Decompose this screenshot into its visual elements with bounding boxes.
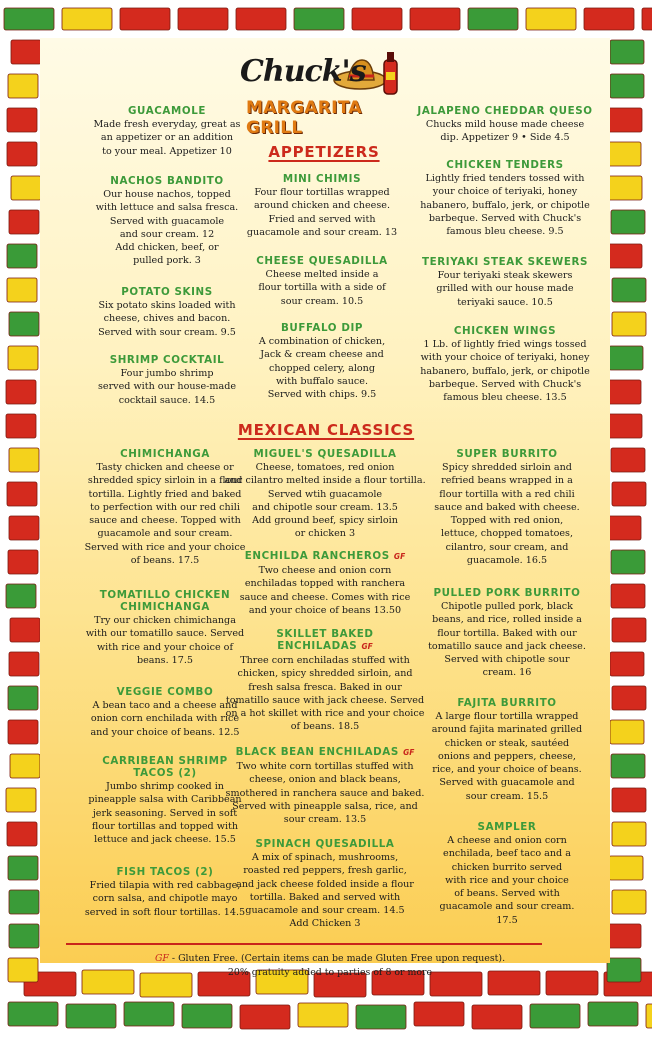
border-tile: [11, 40, 41, 64]
border-tile: [607, 380, 641, 404]
menu-item-name-text: ENCHILDA RANCHEROS: [244, 550, 390, 562]
border-tile: [8, 720, 38, 744]
menu-item-name-text: NACHOS BANDITO: [110, 175, 224, 187]
menu-item-name: [222, 746, 428, 759]
menu-item-description: 1 Lb. of lightly fried wings tossed with your choice of teriyaki, honey habanero, buffalo, jerk, or chipotle barbeque. Served with Chuck's famous bleu cheese. 13.5: [420, 339, 590, 404]
menu-item-description: A combination of chicken, Jack & cream cheese and chopped celery, along with buffalo sauce. Served with chips. 9.5: [258, 336, 386, 401]
border-tile: [6, 380, 36, 404]
menu-item-name-text: MIGUEL'S QUESADILLA: [253, 448, 397, 460]
border-tile: [609, 856, 643, 880]
menu-item-fajita-burrito: [400, 697, 614, 803]
menu-item-name: [400, 821, 614, 833]
border-tile: [612, 278, 646, 302]
border-tile: [7, 108, 37, 132]
border-tile: [8, 346, 38, 370]
border-tile: [8, 550, 38, 574]
border-tile: [6, 414, 36, 438]
border-tile: [240, 1005, 290, 1029]
border-tile: [610, 720, 644, 744]
border-tile: [7, 142, 37, 166]
border-tile: [8, 686, 38, 710]
border-tile: [609, 346, 643, 370]
menu-item-name-text: CHIMICHANGA: [120, 448, 210, 460]
border-tile: [588, 1002, 638, 1026]
menu-item-name-text: GUACAMOLE: [128, 105, 206, 117]
menu-item-name: [222, 255, 422, 267]
border-tile: [468, 8, 518, 30]
menu-item-description: Cheese melted inside a flour tortilla with a side of sour cream. 10.5: [258, 269, 386, 307]
menu-item-description: Try our chicken chimichanga with our tomatillo sauce. Served with rice and your choice of beans. 17.5: [85, 615, 245, 666]
menu-item-description: Our house nachos, topped with lettuce and salsa fresca. Served with guacamole and sour cream. 12 Add chicken, beef, or pulled pork. 3: [95, 189, 239, 267]
menu-item-description: Four teriyaki steak skewers grilled with our house made teriyaki sauce. 10.5: [436, 270, 574, 308]
border-tile: [9, 312, 39, 336]
menu-item-name-text: BLACK BEAN ENCHILADAS: [235, 746, 399, 758]
menu-item-sampler: [400, 821, 614, 927]
menu-item-description: Two white corn tortillas stuffed with cheese, onion and black beans, smothered in ranchera sauce and baked. Served with pineapple salsa, rice, and sour cream. 13.5: [225, 761, 425, 826]
menu-item-name-text: TERIYAKI STEAK SKEWERS: [421, 256, 589, 268]
border-tile: [182, 1004, 232, 1028]
border-tile: [584, 8, 634, 30]
border-tile: [607, 142, 641, 166]
menu-item-description: Two cheese and onion corn enchiladas topped with ranchera sauce and cheese. Comes with rice and your choice of beans 13.50: [239, 565, 411, 616]
border-tile: [611, 448, 645, 472]
border-tile: [9, 924, 39, 948]
menu-item-description: Four flour tortillas wrapped around chicken and cheese. Fried and served with guacamole and sour cream. 13: [246, 187, 398, 238]
menu-item-name: [222, 322, 422, 334]
border-tile: [612, 890, 646, 914]
border-tile: [607, 958, 641, 982]
border-tile: [414, 1002, 464, 1026]
border-tile: [526, 8, 576, 30]
menu-item-description: Tasty chicken and cheese or shredded spicy sirloin in a flour tortilla. Lightly fried and baked to perfection with our red chili sauce and cheese. Topped with guacamole and sour cream. Served with rice and your choice of beans. 17.5: [84, 462, 246, 567]
menu-item-name-text: JALAPENO CHEDDAR QUESO: [417, 105, 593, 117]
menu-item-buffalo-dip: [222, 322, 422, 401]
menu-item-name: [67, 105, 267, 117]
border-tile: [8, 1002, 58, 1026]
gluten-free-note: - Gluten Free. (Certain items can be made Gluten Free upon request).: [168, 953, 506, 964]
border-tile: [7, 278, 37, 302]
menu-item-name: [400, 587, 614, 599]
menu-item-name-text: SUPER BURRITO: [456, 448, 558, 460]
menu-item-cheese-quesadilla: [222, 255, 422, 308]
menu-item-name: [222, 550, 428, 563]
border-tile: [530, 1004, 580, 1028]
menu-item-description: Chipotle pulled pork, black beans, and rice, rolled inside a flour tortilla. Baked with our tomatillo sauce and jack cheese. Served with chipotle sour cream. 16: [428, 601, 586, 679]
logo-subtitle: MARGARITA GRILL: [246, 98, 362, 138]
logo-wordmark: Chuck's: [240, 54, 366, 89]
menu-item-mini-chimis: [222, 173, 422, 239]
menu-item-name: [400, 697, 614, 709]
border-tile: [9, 448, 39, 472]
border-tile: [646, 1004, 652, 1028]
border-tile: [608, 108, 642, 132]
footer-note: [60, 952, 600, 980]
menu-item-name: [222, 173, 422, 185]
menu-item-enchilada-rancheros: [222, 550, 428, 617]
menu-item-super-burrito: [400, 448, 614, 567]
border-tile: [352, 8, 402, 30]
gratuity-note: 20% gratuity added to parties of 8 or more: [227, 967, 433, 978]
menu-item-name-text: TOMATILLO CHICKEN CHIMICHANGA: [99, 589, 231, 613]
menu-item-name-text: FISH TACOS (2): [116, 866, 214, 878]
menu-item-name: [222, 448, 428, 460]
border-tile: [612, 822, 646, 846]
border-tile: [298, 1003, 348, 1027]
menu-item-description: Spicy shredded sirloin and refried beans wrapped in a flour tortilla with a red chili sauce and baked with cheese. Topped with red onion, lettuce, chopped tomatoes, cilantro, sour cream, and guacamole. 16.5: [434, 462, 580, 567]
border-tile: [4, 8, 54, 30]
menu-item-description: Made fresh everyday, great as an appetizer or an addition to your meal. Appetizer 10: [93, 119, 241, 157]
menu-item-description: A mix of spinach, mushrooms, roasted red peppers, fresh garlic, and jack cheese folded inside a flour tortilla. Baked and served with guacamole and sour cream. 14.5 Add Chicken 3: [236, 852, 414, 930]
menu-item-name: [400, 256, 610, 268]
menu-item-description: Chucks mild house made cheese dip. Appetizer 9 • Side 4.5: [425, 119, 585, 144]
border-tile: [612, 482, 646, 506]
border-tile: [7, 482, 37, 506]
menu-item-name-text: VEGGIE COMBO: [116, 686, 214, 698]
border-tile: [8, 958, 38, 982]
menu-item-name-text: SAMPLER: [477, 821, 537, 833]
border-tile: [236, 8, 286, 30]
border-tile: [611, 754, 645, 778]
border-tile: [611, 210, 645, 234]
menu-item-skillet-enchiladas: [222, 628, 428, 734]
menu-item-pulled-pork-burrito: [400, 587, 614, 680]
border-tile: [410, 8, 460, 30]
border-tile: [9, 516, 39, 540]
menu-item-name-text: POTATO SKINS: [121, 286, 213, 298]
menu-item-description: Six potato skins loaded with cheese, chives and bacon. Served with sour cream. 9.5: [98, 300, 236, 338]
menu-item-description: Four jumbo shrimp served with our house-made cocktail sauce. 14.5: [97, 368, 237, 406]
border-tile: [294, 8, 344, 30]
border-tile: [11, 176, 41, 200]
menu-item-description: A cheese and onion corn enchilada, beef taco and a chicken burrito served with rice and your choice of beans. Served with guacamole and sour cream. 17.5: [439, 835, 575, 926]
border-tile: [6, 788, 36, 812]
border-tile: [612, 312, 646, 336]
menu-item-name-text: SHRIMP COCKTAIL: [109, 354, 225, 366]
menu-item-teriyaki-skewers: [400, 256, 610, 309]
border-tile: [178, 8, 228, 30]
menu-item-jalapeno-queso: [400, 105, 610, 145]
border-tile: [8, 74, 38, 98]
border-tile: [612, 788, 646, 812]
menu-item-name-text: SPINACH QUESADILLA: [255, 838, 395, 850]
menu-item-name: [222, 838, 428, 850]
border-tile: [8, 856, 38, 880]
menu-item-description: Three corn enchiladas stuffed with chicken, spicy shredded sirloin, and fresh salsa fresca. Baked in our tomatillo sauce with jack cheese. Served on a hot skillet with rice and your choice of beans. 18.5: [225, 655, 425, 733]
menu-item-name-text: CHICKEN TENDERS: [446, 159, 564, 171]
border-tile: [612, 618, 646, 642]
border-tile: [9, 652, 39, 676]
menu-item-spinach-quesadilla: [222, 838, 428, 931]
border-tile: [62, 8, 112, 30]
menu-item-name-text: CHEESE QUESADILLA: [256, 255, 388, 267]
border-tile: [608, 414, 642, 438]
menu-item-name-text: FAJITA BURRITO: [457, 697, 557, 709]
border-tile: [10, 754, 40, 778]
menu-item-description: Fried tilapia with red cabbage, corn salsa, and chipotle mayo served in soft flour tortillas. 14.5: [84, 880, 246, 918]
menu-item-name-text: PULLED PORK BURRITO: [433, 587, 581, 599]
border-tile: [610, 652, 644, 676]
border-tile: [610, 40, 644, 64]
menu-item-miguels-quesadilla: [222, 448, 428, 541]
border-tile: [642, 8, 652, 30]
menu-item-name: [222, 628, 428, 653]
menu-item-description: A bean taco and a cheese and onion corn enchilada with rice and your choice of beans. 12.5: [90, 700, 240, 738]
gluten-free-badge: GF: [393, 552, 406, 561]
border-tile: [608, 244, 642, 268]
menu-item-chicken-wings: [400, 325, 610, 404]
border-tile: [10, 618, 40, 642]
menu-item-name-text: BUFFALO DIP: [280, 322, 364, 334]
menu-item-name: [400, 448, 614, 460]
menu-item-description: A large flour tortilla wrapped around fajita marinated grilled chicken or steak, sautéed onions and peppers, cheese, rice, and your choice of beans. Served with guacamole and sour cream. 15.5: [431, 711, 583, 802]
mexican-classics-heading: MEXICAN CLASSICS: [237, 421, 415, 439]
footer-divider: [66, 943, 542, 945]
border-tile: [6, 584, 36, 608]
border-tile: [120, 8, 170, 30]
border-tile: [356, 1005, 406, 1029]
menu-item-name-text: CARRIBEAN SHRIMP TACOS (2): [102, 755, 228, 779]
menu-item-description: Cheese, tomatoes, red onion and cilantro melted inside a flour tortilla. Served wtih guacamole and chipotle sour cream. 13.5 Add ground beef, spicy sirloin or chicken 3: [224, 462, 426, 540]
appetizers-heading: APPETIZERS: [268, 143, 380, 161]
menu-item-name: [400, 105, 610, 117]
border-tile: [472, 1005, 522, 1029]
menu-item-chicken-tenders: [400, 159, 610, 238]
menu-item-guacamole: [67, 105, 267, 158]
menu-item-name-text: CHICKEN WINGS: [453, 325, 557, 337]
border-tile: [612, 686, 646, 710]
border-tile: [7, 822, 37, 846]
menu-item-black-bean-enchiladas: [222, 746, 428, 826]
gluten-free-badge: GF: [403, 748, 415, 757]
border-tile: [611, 584, 645, 608]
border-tile: [611, 550, 645, 574]
border-tile: [610, 74, 644, 98]
border-tile: [7, 244, 37, 268]
border-tile: [9, 890, 39, 914]
border-tile: [607, 924, 641, 948]
border-tile: [124, 1002, 174, 1026]
menu-item-name-text: MINI CHIMIS: [282, 173, 362, 185]
menu-item-description: Jumbo shrimp cooked in pineapple salsa with Caribbean jerk seasoning. Served in soft flour tortillas and topped with lettuce and jack cheese. 15.5: [88, 781, 242, 846]
gluten-free-key: GF: [154, 953, 169, 964]
menu-item-name-text: SKILLET BAKED ENCHILADAS: [276, 628, 374, 652]
menu-item-name: [400, 159, 610, 171]
border-tile: [9, 210, 39, 234]
menu-item-name: [400, 325, 610, 337]
border-tile: [608, 176, 642, 200]
gluten-free-badge: GF: [361, 642, 373, 651]
border-tile: [66, 1004, 116, 1028]
menu-item-description: Lightly fried tenders tossed with your choice of teriyaki, honey habanero, buffalo, jerk, or chipotle barbeque. Served with Chuck's famous bleu cheese. 9.5: [420, 173, 590, 238]
